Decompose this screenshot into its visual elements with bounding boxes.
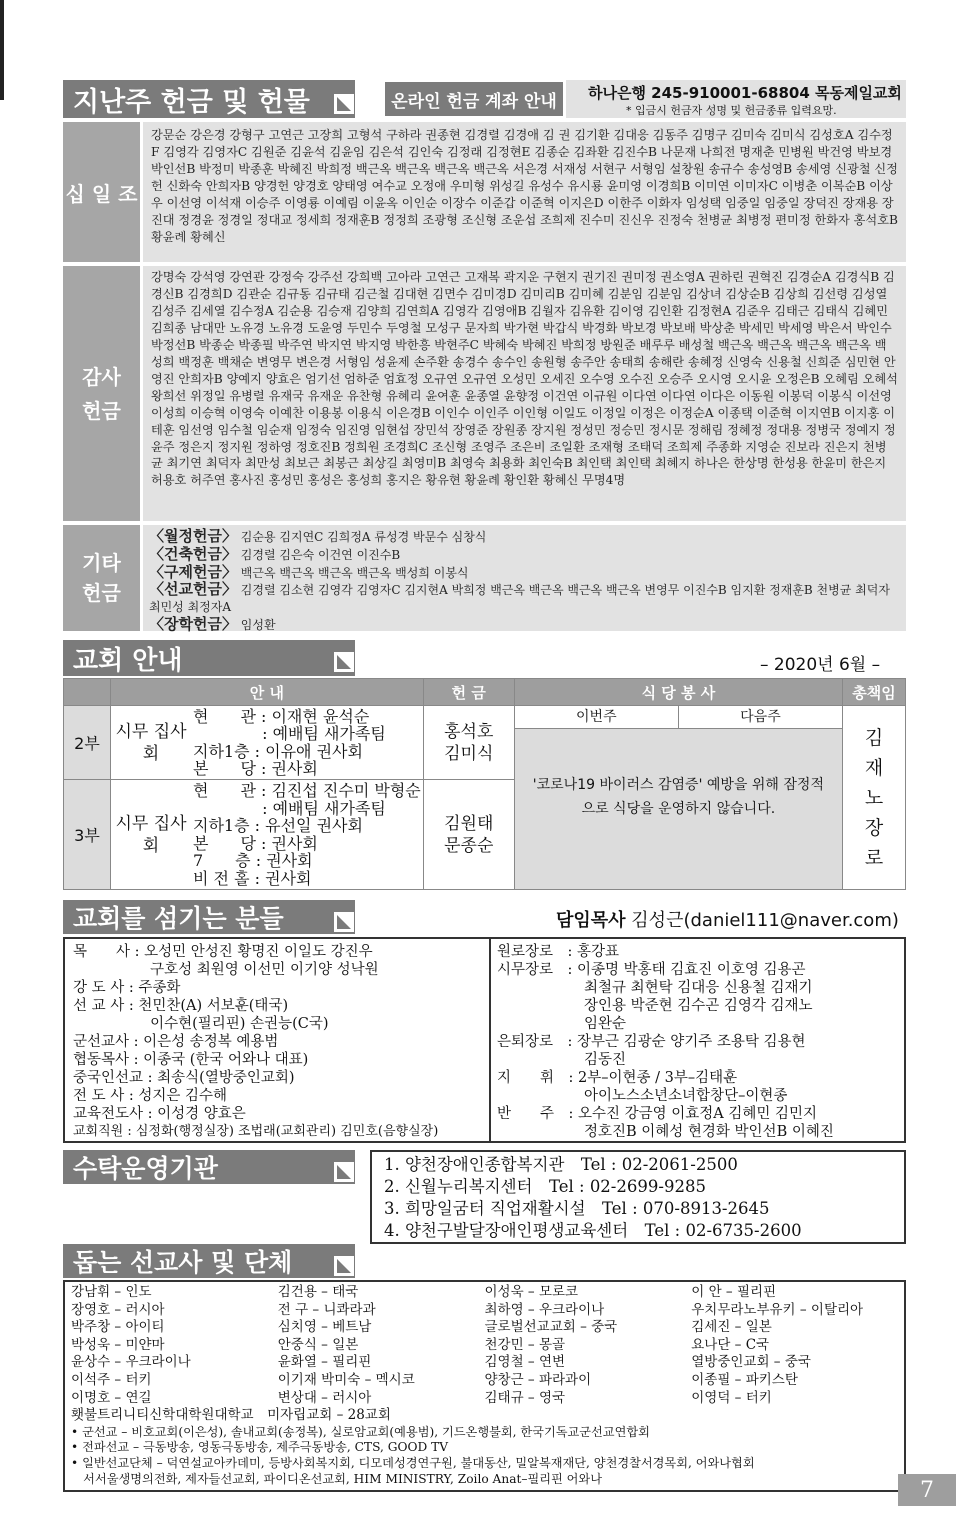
mission-offering-label: 〈선교헌금〉: [149, 580, 237, 599]
online-offering-label: 온라인 헌금 계좌 안내: [391, 91, 557, 112]
guide-header-offering: 헌 금: [423, 679, 514, 706]
cafeteria-next-week: 다음주: [740, 709, 781, 725]
relief-offering-names: 백근옥 백근옥 백근옥 백근옥 백성희 이봉식: [240, 565, 469, 580]
missionary-entry: 열방중인교회 – 중국: [691, 1354, 811, 1371]
trust-item: 2. 신월누리복지센터 Tel : 02-2699-9285: [384, 1177, 706, 1196]
page-edge-bar: [0, 0, 4, 100]
senior-pastor-value: 김성근(daniel111@naver.com): [631, 910, 899, 931]
service-3-label: 3부: [64, 780, 111, 890]
staff-line: 군선교사 : 이은성 송정복 예용범: [73, 1034, 279, 1050]
guide-line: 비 전 홀 : 권사회: [193, 868, 312, 888]
building-offering-names: 김경렬 김은숙 이건연 이진수B: [240, 547, 401, 562]
staff-line: 목 사 : 오성민 안성진 황명진 이일도 강진우: [73, 944, 373, 960]
missionary-entry: 박성욱 – 미얀마: [71, 1336, 165, 1353]
elder-line: 정호진B 이혜성 현경화 박인선B 이혜진: [497, 1124, 834, 1140]
missionary-entry: 이명호 – 연길: [71, 1389, 152, 1406]
other-offering-label: [63, 525, 140, 631]
other-line-relief: [149, 564, 900, 582]
trust-title: [63, 1150, 355, 1184]
service-2-lines: [191, 706, 423, 780]
senior-pastor-label: 담임목사: [556, 910, 626, 931]
elder-line: 아이노스소년소녀합창단–이현종: [497, 1088, 788, 1104]
account-box: [566, 80, 906, 118]
missionary-entry: 김건용 – 태국: [277, 1284, 359, 1300]
missionary-entry: 글로벌선교교회 – 중국: [484, 1319, 618, 1336]
guide-line: 본 당 : 권사회: [193, 759, 318, 778]
elder-line: 반 주 : 오수진 강금영 이효정A 김혜민 김민지: [497, 1106, 818, 1122]
trust-item: 3. 희망일굼터 직업재활시설 Tel : 070-8913-2645: [384, 1199, 770, 1218]
service-2-group: [111, 706, 192, 780]
guide-line: : 예배팀 새가족팀: [193, 798, 386, 818]
missionary-extra-line: 횃불트리니티신학대학원대학교 미자립교회 – 28교회: [71, 1407, 391, 1424]
staff-line: 구호성 최원영 이선민 이기양 성낙원: [73, 962, 379, 978]
building-offering-label: 〈건축헌금〉: [149, 544, 237, 563]
servants-title: [63, 900, 355, 934]
staff-line: 중국인선교 : 최송식(열방중인교회): [73, 1070, 295, 1086]
missionary-entry: 양창근 – 파라과이: [484, 1371, 592, 1388]
elder-line: 지 휘 : 2부–이현종 / 3부–김태훈: [497, 1070, 738, 1086]
offering-title-text: 지난주 헌금 및 헌물: [73, 86, 310, 118]
missionary-row: [71, 1337, 898, 1355]
thanks-names-text: 강명숙 강석영 강연관 강정숙 강주선 강희백 고아라 고연근 고재복 곽지운 구현지 권기진 권미정 권소영A 권하린 권혁진 김경순A 김경식B 김경신B 김경희D 김관순 김규동 김규태 김근철 김대현 김면수 김미경D 김미리B 김미혜 김분임 김분임 김상녀 김상순B 김상희 김선령 김성열 김성주 김세열 김수정A 김순용 김승재 김양희 김연희A 김영각 김영애B 김월자 김유환 김이영 김인환 김정현A 김준우 김태근 김태식 김혜민 김희종 남대만 노유경 노유경 도윤영 두민수 두영철 모성구 문자희 박가현 박갑식 박경화 박보경 박보배 박상춘 박세민 박세영 박은서 박인수 박정선B 박종순 박종필 박주연 박지연 박지영 박한흥 박현주C 박혜숙 박혜진 박희정 방원준 배루루 배성철 백근옥 백근옥 백근옥 백근옥 백성희 백정훈 백채순 변영무 변은경 서형임 성윤제 손주환 송경수 송수인 송원형 송주안 송태희 송해란 송혜정 신영숙 신용철 신희준 심민현 안영진 안희자B 양예지 양효은 엄기선 엄하준 엄효정 오규연 오규연 오성민 오세진 오수영 오수진 오승주 오시영 오시윤 오정은B 오혜림 오혜석 왕희선 위정일 유병렬 유재국 유재운 유찬형 유혜리 윤여훈 윤종열 윤향정 이건연 이규원 이다연 이다연 이다은 이동원 이봉덕 이봉식 이선영 이성희 이승혁 이영숙 이예찬 이용봉 이용식 이은경B 이인수 이인주 이인형 이일도 이정일 이정은 이정순A 이종택 이준혁 이지연B 이지홍 이테훈 임선영 임수철 임순재 임정숙 임진영 임현섭 장민석 장영준 장원종 장지원 정성민 정승민 정시문 정해림 정혜정 정대용 정병국 정예지 정윤주 정은지 정지원 정하영 정호진B 정희원 조경희C 조신형 조영주 조은비 조일환 조재형 조태덕 조희제 주종화 지영순 진보라 진은지 천병균 최기연 최덕자 최만성 최보근 최봉근 최상길 최영미B 최영숙 최용화 최인숙B 최인택 최인택 최혜지 하나은 한상명 한성용 한윤미 한은지 허용호 허주연 홍사진 홍성민 홍성은 홍성희 홍지은 황유현 황윤례 황인환 황혜신 무명4명: [151, 270, 898, 488]
missionary-entry: 전 구 – 니콰라과: [277, 1301, 376, 1318]
elder-line: 원로장로 : 홍강표: [497, 944, 620, 960]
servants-left-column: [73, 943, 483, 1141]
missionary-bullet: 서서울생명의전화, 제자들선교회, 파이디온선교회, HIM MINISTRY, Zoilo Anat–필리핀 어와나: [71, 1471, 602, 1486]
trust-item: 1. 양천장애인종합복지관 Tel : 02-2061-2500: [384, 1155, 738, 1174]
thanks-label: [63, 266, 140, 521]
other-label-line2: 헌금: [82, 581, 121, 605]
page-number-tab: [898, 1474, 956, 1506]
missionary-entry: 최하영 – 우크라이나: [484, 1301, 605, 1318]
trust-box: [370, 1150, 906, 1244]
elder-line: 은퇴장로 : 장부근 김광순 양기주 조용탁 김용현: [497, 1034, 806, 1050]
elder-line: 시무장로 : 이종명 박홍태 김효진 이호영 김용곤: [497, 962, 806, 978]
missionary-row: [71, 1390, 898, 1408]
account-number: 하나은행 245-910001-68804 목동제일교회: [588, 84, 902, 102]
guide-header-empty: [64, 679, 111, 706]
servants-divider: [489, 939, 491, 1141]
other-line-monthly: [149, 528, 900, 546]
servants-title-text: 교회를 섬기는 분들: [73, 904, 284, 933]
missionary-entry: 이기재 박미숙 – 멕시코: [277, 1371, 415, 1388]
missionary-entry: 요나단 – C국: [691, 1336, 770, 1353]
mission-offering-names: 김경렬 김소현 김영각 김영자C 김지현A 박희정 백근옥 백근옥 백근옥 백근옥 변영무 이진수B 임지환 정재훈B 천병균 최덕자 최민성 최정자A: [149, 583, 890, 615]
service-2-group-text: 시무 집사회: [115, 721, 187, 764]
manager-cell: [843, 706, 906, 890]
missionary-bullet: • 군선교 – 비호교회(이은성), 솔내교회(송정복), 실로암교회(예용범), 기드온행불회, 한국기독교군선교연합회: [71, 1424, 650, 1439]
missionary-entry: 이 안 – 필리핀: [691, 1284, 777, 1300]
monthly-offering-names: 김순용 김지연C 김희정A 류성경 박문수 심창식: [240, 530, 487, 544]
senior-pastor: [556, 906, 899, 932]
missionary-entry: 이석주 – 터키: [71, 1371, 152, 1388]
missionary-row: [71, 1372, 898, 1390]
section-corner-mark-inner: [337, 97, 351, 111]
service-3-group: [111, 780, 192, 890]
missionaries-box: [63, 1280, 906, 1492]
cafeteria-notice: '코로나19 바이러스 감염증' 예방을 위해 잠정적으로 식당을 운영하지 않습니다.: [532, 777, 824, 817]
guide-line: 7 층 : 권사회: [193, 851, 313, 870]
elder-line: 최철규 최현탁 김대응 신용철 김재기: [497, 980, 813, 996]
online-offering-badge: [385, 82, 563, 116]
staff-line: 전 도 사 : 성지은 김수해: [73, 1088, 227, 1104]
staff-line: 이수현(필리핀) 손권능(C국): [73, 1016, 329, 1032]
tithe-names: [143, 122, 906, 262]
missionaries-title-text: 돕는 선교사 및 단체: [73, 1248, 293, 1277]
guide-line: 현 관 : 이재현 윤석순: [193, 706, 370, 726]
missionary-entry: 박주창 – 아이티: [71, 1319, 165, 1336]
scholarship-offering-label: 〈장학헌금〉: [149, 614, 237, 633]
missionary-entry: 이종필 – 파키스탄: [691, 1371, 798, 1388]
staff-line: 교육전도사 : 이성경 양효은: [73, 1106, 246, 1122]
relief-offering-label: 〈구제헌금〉: [149, 562, 237, 581]
page-number: 7: [920, 1477, 934, 1503]
staff-line: 협동목사 : 이종국 (한국 어와나 대표): [73, 1052, 309, 1068]
missionary-bullet: • 전파선교 – 극동방송, 영동극동방송, 제주극동방송, CTS, GOOD TV: [71, 1440, 449, 1455]
missionary-entry: 이성욱 – 모로코: [484, 1284, 579, 1300]
monthly-offering-label: 〈월정헌금〉: [149, 527, 237, 545]
trust-title-text: 수탁운영기관: [73, 1154, 218, 1183]
service-3-offering: [423, 780, 514, 890]
missionary-entry: 윤상수 – 우크라이나: [71, 1354, 191, 1371]
other-label-line1: 기타: [82, 551, 121, 575]
account-note: * 입금시 헌금자 성명 및 헌금종류 입력요망.: [626, 104, 837, 117]
service-2-offering: [423, 706, 514, 780]
guide-line: 지하1층 : 이유애 권사회: [193, 741, 363, 761]
cafeteria-cell: [514, 706, 842, 890]
service-3-offering-text: 김원태 문종순: [444, 813, 494, 856]
section-corner-mark-inner: [337, 655, 351, 669]
manager-name: 김 재 노 장 로: [864, 726, 884, 869]
other-line-mission: [149, 581, 900, 616]
missionary-entry: 김세진 – 일본: [691, 1319, 772, 1336]
staff-line: 선 교 사 : 천민찬(A) 서보훈(태국): [73, 998, 289, 1014]
section-corner-mark-inner: [337, 1259, 351, 1273]
missionary-entry: 심치영 – 베트남: [277, 1319, 372, 1336]
church-guide-table: [63, 678, 906, 890]
missionary-row: [71, 1319, 898, 1337]
other-line-scholarship: [149, 616, 900, 634]
guide-line: 현 관 : 김진섭 진수미 박형순: [193, 781, 421, 800]
missionary-entry: 우치무라노부유키 – 이탈리아: [691, 1301, 864, 1318]
missionary-row: [71, 1284, 898, 1302]
elder-line: 임완순: [497, 1016, 627, 1032]
missionary-row: [71, 1354, 898, 1372]
church-guide-title: [63, 640, 355, 676]
thanks-names: [143, 266, 906, 521]
guide-line: 본 당 : 권사회: [193, 833, 318, 853]
missionary-entry: 강남휘 – 인도: [71, 1284, 152, 1300]
missionary-row: [71, 1302, 898, 1320]
service-3-lines: [191, 780, 423, 890]
section-corner-mark-inner: [337, 1165, 351, 1179]
church-guide-title-text: 교회 안내: [73, 645, 183, 676]
trust-item: 4. 양천구발달장애인평생교육센터 Tel : 02-6735-2600: [384, 1221, 802, 1240]
guide-header-info: 안 내: [111, 679, 424, 706]
section-corner-mark-inner: [337, 915, 351, 929]
service-3-group-text: 시무 집사회: [115, 813, 187, 856]
elder-line: 장인용 박준현 김수곤 김영각 김재노: [497, 998, 813, 1014]
tithe-names-text: 강문순 강은경 강형구 고연근 고장희 고형석 구하라 권종현 김경렬 김경애 김 권 김기환 김대응 김동주 김명구 김미숙 김미식 김성호A 김수정F 김영각 김영자C 김원준 김윤석 김윤임 김은석 김인숙 김정래 김정현E 김종순 김좌환 김진수B 나문재 나희전 명재춘 민병원 박건영 박보경 박인선B 박정미 박종훈 박혜진 박희정 백근옥 백근옥 백근옥 백근옥 서은경 서재성 서현구 서형임 설창원 송규수 송성영B 송세영 신광철 신정헌 신화숙 안희자B 양경헌 양경호 양태영 여수교 오정애 우미형 위성길 유성수 유시룡 윤미영 이경희B 이미연 이미자C 이병춘 이복순B 이상우 이선영 이석재 이승주 이영룡 이예림 이윤옥 이인순 이장수 이준갑 이준혁 이지은D 이한주 이화자 임성택 임중일 임중일 장덕진 장재용 장진대 정경윤 정경일 정대교 정세희 정재훈B 정정희 조광형 조신형 조운섭 조희제 진수미 진신우 진정숙 천병균 최병정 편미정 한화자 홍석호B 황윤례 황혜신: [151, 128, 898, 244]
other-line-building: [149, 546, 900, 564]
missionary-bullets: [71, 1425, 898, 1487]
staff-line: 교회직원 : 심정화(행정실장) 조법래(교회관리) 김민호(음향실장): [73, 1124, 439, 1139]
guide-header-cafeteria: 식 당 봉 사: [514, 679, 842, 706]
missionary-entry: 김태규 – 영국: [484, 1389, 566, 1406]
tithe-label-text: 십 일 조: [65, 181, 138, 206]
other-offering-list: [143, 525, 906, 631]
servants-right-column: [497, 943, 899, 1141]
scholarship-offering-names: 임성환: [240, 617, 276, 632]
missionary-entry: 이영덕 – 터키: [691, 1389, 772, 1406]
guide-date: – 2020년 6월 –: [760, 655, 881, 675]
guide-header-manager: 총책임: [843, 679, 906, 706]
missionary-bullet: • 일반선교단체 – 덕연설교아카데미, 등방사회복지회, 디모데성경연구원, 불대동산, 밀알복재재단, 양천경찰서경목회, 어와나협회: [71, 1455, 755, 1470]
missionaries-title: [63, 1244, 355, 1278]
missionary-entry: 윤화열 – 필리핀: [277, 1354, 372, 1371]
thanks-label-line2: 헌금: [82, 398, 121, 423]
cafeteria-this-week: 이번주: [515, 706, 679, 728]
staff-line: 강 도 사 : 주종화: [73, 980, 181, 996]
missionary-entry: 변상대 – 러시아: [277, 1389, 372, 1406]
tithe-label: [63, 122, 140, 262]
service-2-offering-text: 홍석호 김미식: [444, 721, 494, 764]
missionary-grid: [71, 1284, 898, 1407]
elder-line: 김동진: [497, 1052, 627, 1068]
missionary-entry: 김영철 – 연변: [484, 1354, 566, 1371]
guide-line: 지하1층 : 유선일 권사회: [193, 816, 363, 835]
offering-section-title: [63, 80, 355, 118]
missionary-entry: 천강민 – 몽골: [484, 1336, 566, 1353]
service-2-label: 2부: [64, 706, 111, 780]
missionary-entry: 장영호 – 러시아: [71, 1301, 165, 1318]
thanks-label-line1: 감사: [82, 364, 121, 389]
guide-line: : 예배팀 새가족팀: [193, 724, 386, 743]
servants-box: [63, 937, 906, 1143]
missionary-entry: 안중식 – 일본: [277, 1336, 359, 1353]
